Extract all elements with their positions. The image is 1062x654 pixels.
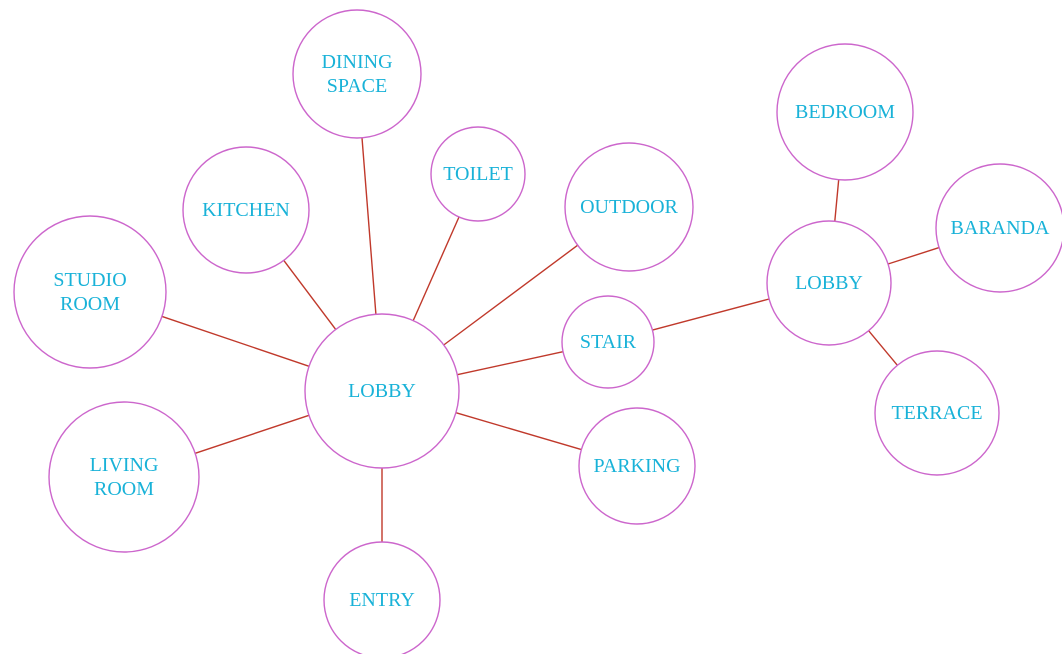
bubble-label-living-line1: LIVING [89, 454, 159, 476]
edge-lobby2-bedroom [835, 180, 839, 222]
edge-lobby1-kitchen [284, 260, 336, 329]
edge-lobby1-toilet [413, 217, 459, 321]
bubble-dining [293, 10, 421, 138]
edge-lobby1-parking [456, 413, 582, 450]
bubble-label-entry: ENTRY [349, 589, 415, 611]
bubble-stair [562, 296, 654, 388]
space-bubbles [14, 10, 1062, 654]
bubble-label-dining-line1: DINING [321, 51, 393, 73]
bubble-label-bedroom: BEDROOM [794, 101, 896, 123]
bubble-label-stair: STAIR [579, 331, 637, 353]
bubble-lobby2 [767, 221, 891, 345]
bubble-label-dining-line2: SPACE [326, 75, 388, 97]
edge-lobby2-terrace [869, 331, 898, 366]
bubble-circle-studio [14, 216, 166, 368]
bubble-label-studio-line1: STUDIO [53, 269, 127, 291]
bubble-label-outdoor: OUTDOOR [580, 196, 678, 218]
bubble-circle-dining [293, 10, 421, 138]
edge-lobby1-living [195, 415, 309, 453]
bubble-terrace [875, 351, 999, 475]
edge-stair-lobby2 [652, 299, 769, 330]
bubble-label-terrace: TERRACE [891, 402, 983, 424]
bubble-kitchen [183, 147, 309, 273]
bubble-toilet [431, 127, 525, 221]
bubble-label-studio-line2: ROOM [59, 293, 121, 315]
bubble-outdoor [565, 143, 693, 271]
bubble-living [49, 402, 199, 552]
bubble-bedroom [777, 44, 913, 180]
bubble-lobby1 [305, 314, 459, 468]
bubble-circle-living [49, 402, 199, 552]
edge-lobby2-baranda [888, 248, 939, 264]
edge-lobby1-stair [457, 352, 563, 375]
bubble-label-parking: PARKING [593, 455, 681, 477]
bubble-label-lobby1: LOBBY [348, 380, 416, 402]
edge-lobby1-studio [162, 316, 309, 366]
bubble-label-toilet: TOILET [443, 163, 513, 185]
edge-lobby1-outdoor [444, 245, 578, 345]
bubble-label-lobby2: LOBBY [795, 272, 863, 294]
bubble-studio [14, 216, 166, 368]
edge-lobby1-dining [362, 138, 376, 314]
bubble-parking [579, 408, 695, 524]
bubble-label-kitchen: KITCHEN [202, 199, 290, 221]
bubble-label-baranda: BARANDA [950, 217, 1050, 239]
bubble-baranda [936, 164, 1062, 292]
bubble-label-living-line2: ROOM [93, 478, 155, 500]
bubble-entry [324, 542, 440, 654]
